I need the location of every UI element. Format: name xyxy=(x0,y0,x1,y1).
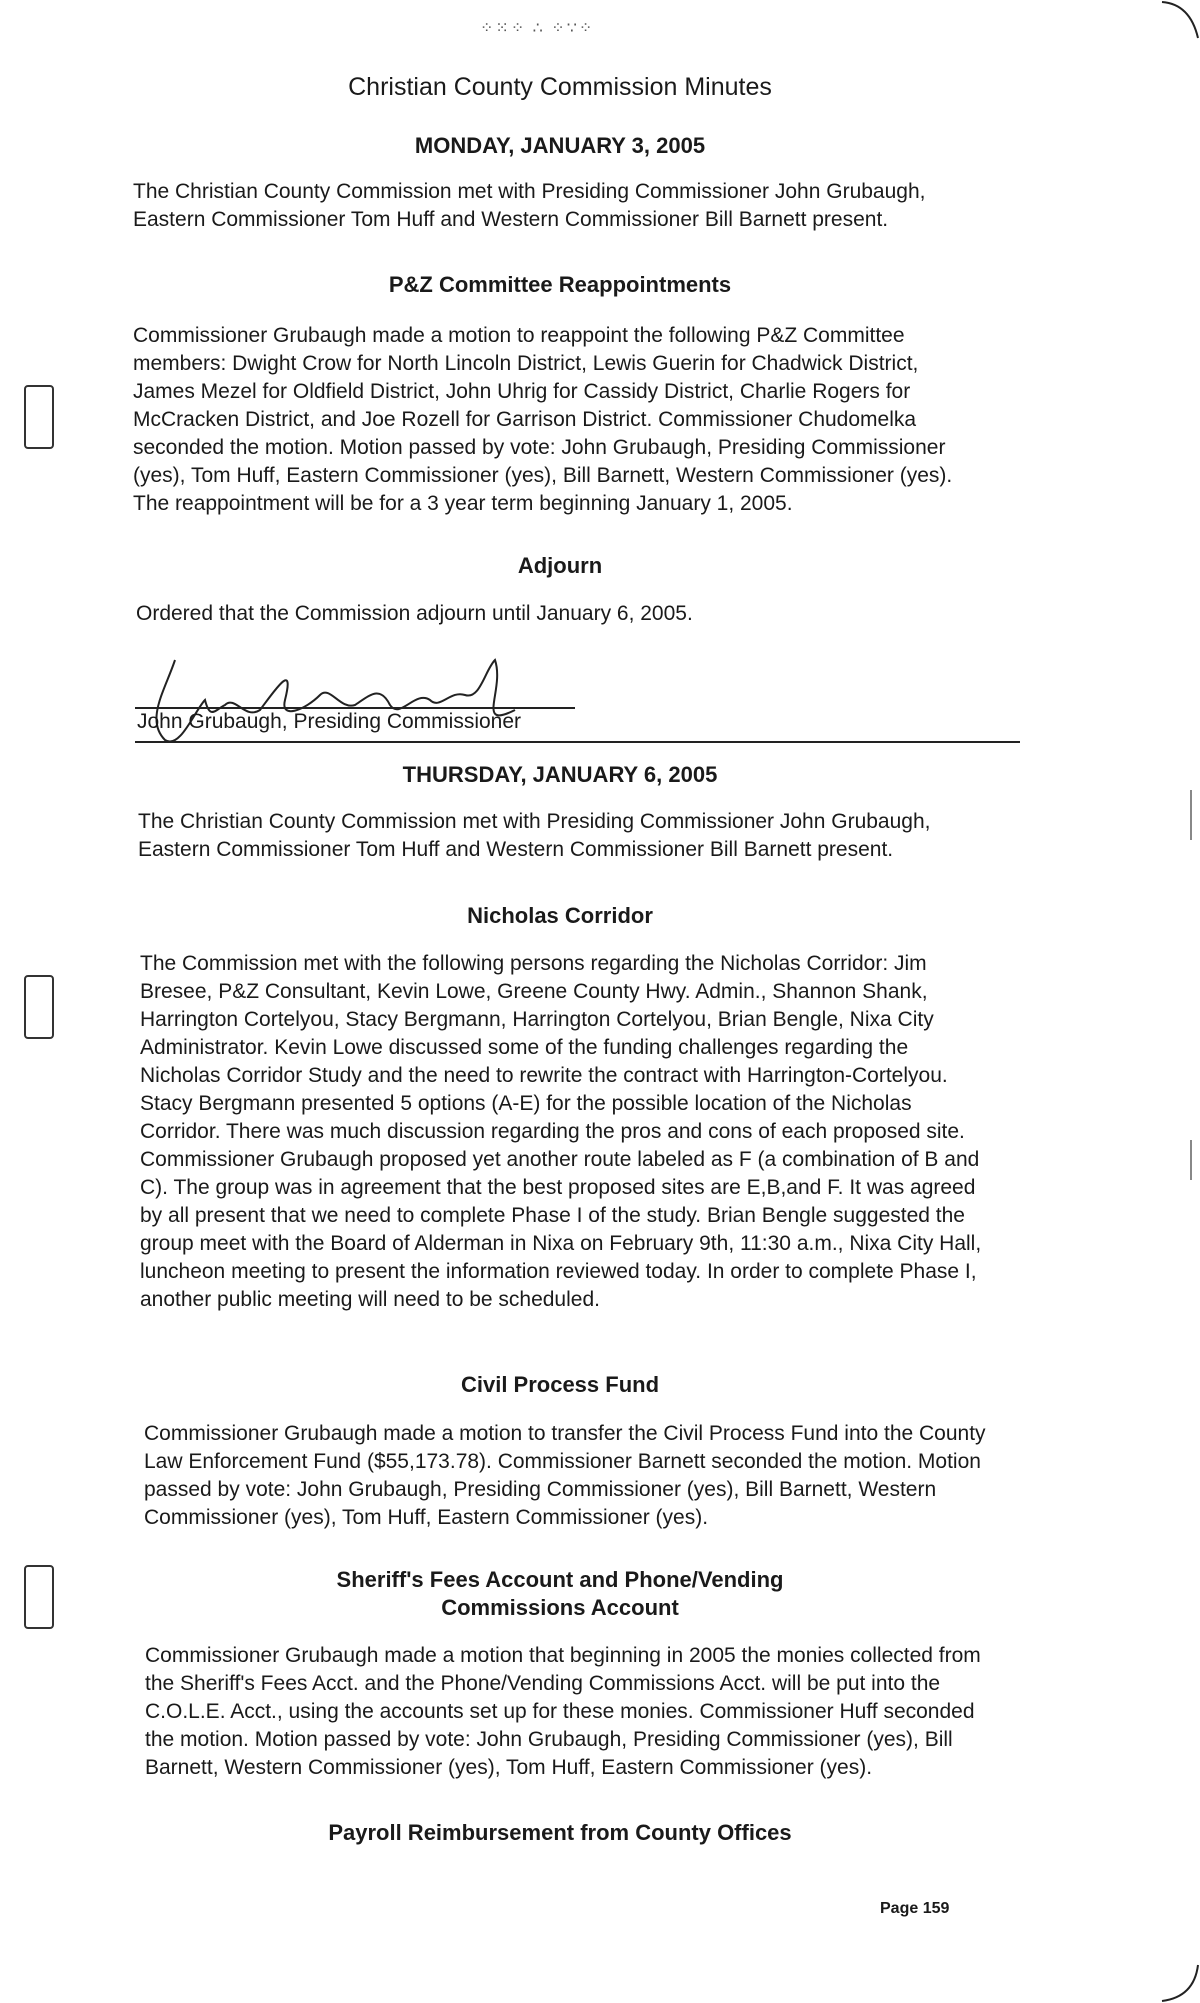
binder-hole xyxy=(24,385,54,449)
signature-line xyxy=(135,707,575,709)
section-heading-sheriff xyxy=(0,1566,1120,1622)
signature-label: John Grubaugh, Presiding Commissioner xyxy=(137,710,522,733)
scan-smudge: ⁘⁙⁘ ∴ ⁘∵⁘ xyxy=(480,20,595,37)
page-corner-curl-top xyxy=(1160,0,1200,40)
civil-paragraph: Commissioner Grubaugh made a motion to transfer the Civil Process Fund into the County Law Enforcement Fund ($55,173.78). Commissioner Barnett seconded the motion. Motion passed by vote: John Grubaugh, Presiding Commissioner (yes), Bill Barnett, Western Commissioner (yes), Tom Huff, Eastern Commissioner (yes). xyxy=(144,1422,986,1529)
meeting-date-heading: MONDAY, JANUARY 3, 2005 xyxy=(414,133,706,158)
section-heading-adjourn: Adjourn xyxy=(517,553,603,578)
edge-mark xyxy=(1190,1140,1192,1180)
pz-paragraph: Commissioner Grubaugh made a motion to reappoint the following P&Z Committee members: Dwight Crow for North Lincoln District, Lewis Guerin for Chadwick District, James Mezel for Oldfield District, John Uhrig for Cassidy District, Charlie Rogers for McCracken District, and Joe Rozell for Garrison District. Commissioner Chudomelka seconded the motion. Motion passed by vote: John Grubaugh, Presiding Commissioner (yes), Tom Huff, Eastern Commissioner (yes), Bill Barnett, Western Commissioner (yes). The reappointment will be for a 3 year term beginning January 1, 2005. xyxy=(133,324,953,515)
section-heading-nicholas: Nicholas Corridor xyxy=(467,903,653,928)
sheriff-heading-line-1: Sheriff's Fees Account and Phone/Vending xyxy=(336,1567,784,1592)
edge-mark xyxy=(1190,790,1192,840)
page-number: Page 159 xyxy=(880,1900,950,1917)
attendance-paragraph: The Christian County Commission met with Presiding Commissioner John Grubaugh, Eastern Commissioner Tom Huff and Western Commissioner Bill Barnett present. xyxy=(133,180,926,231)
handwritten-signature xyxy=(135,650,555,760)
section-heading-civil: Civil Process Fund xyxy=(460,1372,660,1397)
section-heading-pz: P&Z Committee Reappointments xyxy=(388,272,732,297)
section-heading-payroll: Payroll Reimbursement from County Offices xyxy=(328,1820,792,1845)
section-divider xyxy=(135,741,1020,743)
nicholas-paragraph: The Commission met with the following persons regarding the Nicholas Corridor: Jim Bresee, P&Z Consultant, Kevin Lowe, Greene County Hwy. Admin., Shannon Shank, Harrington Cortelyou, Stacy Bergmann, Harrington Cortelyou, Brian Bengle, Nixa City Administrator. Kevin Lowe discussed some of the funding challenges regarding the Nicholas Corridor Study and the need to rewrite the contract with Harrington-Cortelyou. Stacy Bergmann presented 5 options (A-E) for the possible location of the Nicholas Corridor. There was much discussion regarding the pros and cons of each proposed site. Commissioner Grubaugh proposed yet another route labeled as F (a combination of B and C). The group was in agreement that the best proposed sites are E,B,and F. It was agreed by all present that we need to complete Phase I of the study. Brian Bengle suggested the group meet with the Board of Alderman in Nixa on February 9th, 11:30 a.m., Nixa City Hall, luncheon meeting to present the information reviewed today. In order to complete Phase I, another public meeting will need to be scheduled. xyxy=(140,952,982,1311)
adjourn-paragraph: Ordered that the Commission adjourn until January 6, 2005. xyxy=(136,602,693,625)
sheriff-heading-line-2: Commissions Account xyxy=(441,1595,679,1620)
document-title: Christian County Commission Minutes xyxy=(348,73,772,101)
binder-hole xyxy=(24,975,54,1039)
sheriff-paragraph: Commissioner Grubaugh made a motion that beginning in 2005 the monies collected from the Sheriff's Fees Acct. and the Phone/Vending Commissions Acct. will be put into the C.O.L.E. Acct., using the accounts set up for these monies. Commissioner Huff seconded the motion. Motion passed by vote: John Grubaugh, Presiding Commissioner (yes), Bill Barnett, Western Commissioner (yes), Tom Huff, Eastern Commissioner (yes). xyxy=(145,1644,981,1779)
signature-block xyxy=(135,650,585,750)
attendance-paragraph-2: The Christian County Commission met with Presiding Commissioner John Grubaugh, Eastern Commissioner Tom Huff and Western Commissioner Bill Barnett present. xyxy=(138,810,931,861)
page-corner-curl-bottom xyxy=(1160,1963,1200,2003)
meeting-date-heading-2: THURSDAY, JANUARY 6, 2005 xyxy=(402,762,718,787)
